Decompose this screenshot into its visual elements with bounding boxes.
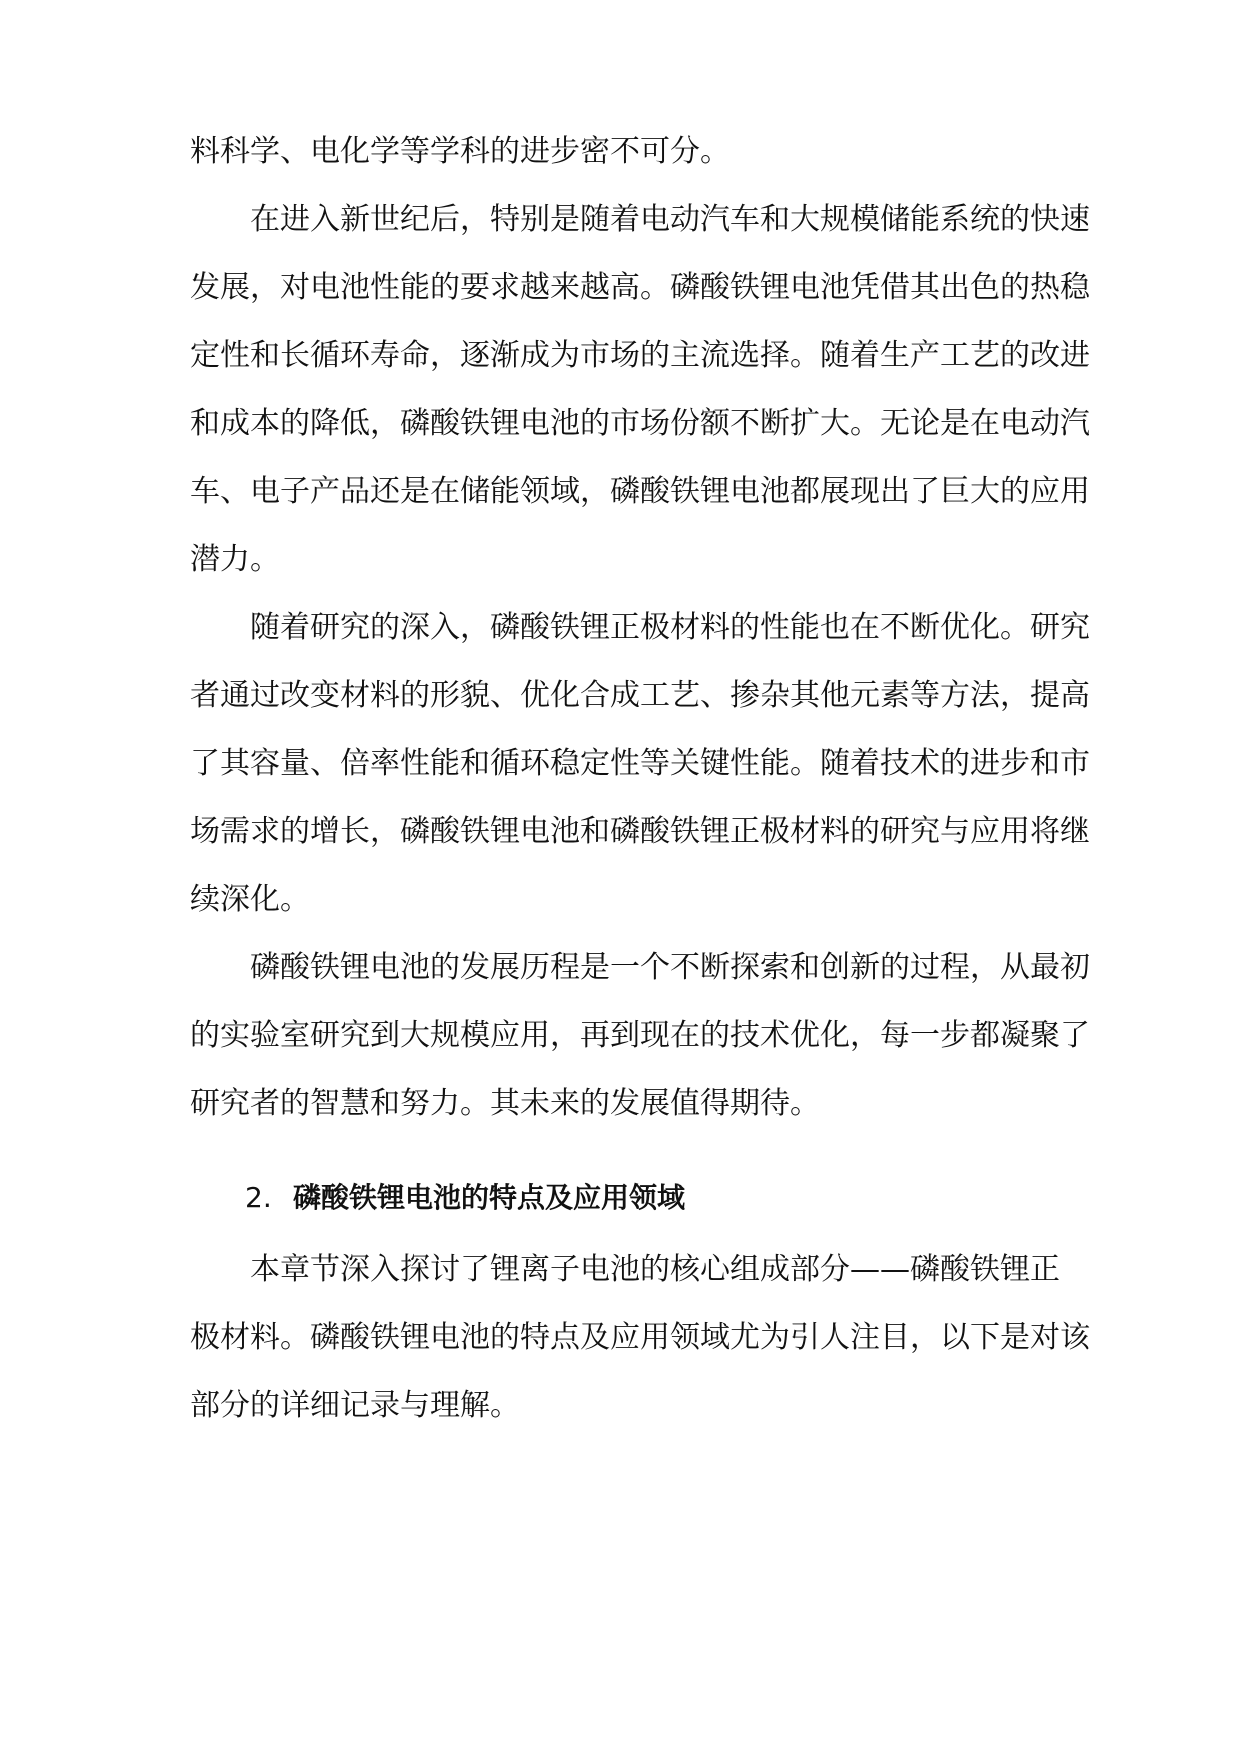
paragraph-line: 续深化。 (190, 882, 310, 917)
paragraph-line: 在进入新世纪后，特别是随着电动汽车和大规模储能系统的快速 (250, 202, 1090, 237)
paragraph-line: 的实验室研究到大规模应用，再到现在的技术优化，每一步都凝聚了 (190, 1018, 1090, 1053)
section-heading (245, 1178, 685, 1218)
paragraph-line: 潜力。 (190, 542, 280, 577)
paragraph-line: 研究者的智慧和努力。其未来的发展值得期待。 (190, 1086, 820, 1121)
paragraph-line: 车、电子产品还是在储能领域，磷酸铁锂电池都展现出了巨大的应用 (190, 474, 1090, 509)
paragraph-line: 了其容量、倍率性能和循环稳定性等关键性能。随着技术的进步和市 (190, 746, 1090, 781)
paragraph-line: 极材料。磷酸铁锂电池的特点及应用领域尤为引人注目，以下是对该 (190, 1320, 1090, 1355)
paragraph-line: 场需求的增长，磷酸铁锂电池和磷酸铁锂正极材料的研究与应用将继 (190, 814, 1090, 849)
section-number: 2. (245, 1181, 272, 1214)
paragraph-line: 和成本的降低，磷酸铁锂电池的市场份额不断扩大。无论是在电动汽 (190, 406, 1090, 441)
section-title: 磷酸铁锂电池的特点及应用领域 (293, 1181, 686, 1214)
paragraph-line: 本章节深入探讨了锂离子电池的核心组成部分——磷酸铁锂正 (250, 1252, 1060, 1287)
paragraph-line: 部分的详细记录与理解。 (190, 1388, 520, 1423)
paragraph-line: 随着研究的深入，磷酸铁锂正极材料的性能也在不断优化。研究 (250, 610, 1090, 645)
paragraph-line: 磷酸铁锂电池的发展历程是一个不断探索和创新的过程，从最初 (250, 950, 1090, 985)
paragraph-line: 者通过改变材料的形貌、优化合成工艺、掺杂其他元素等方法，提高 (190, 678, 1090, 713)
paragraph-line: 料科学、电化学等学科的进步密不可分。 (190, 134, 730, 169)
paragraph-line: 定性和长循环寿命，逐渐成为市场的主流选择。随着生产工艺的改进 (190, 338, 1090, 373)
paragraph-line: 发展，对电池性能的要求越来越高。磷酸铁锂电池凭借其出色的热稳 (190, 270, 1090, 305)
